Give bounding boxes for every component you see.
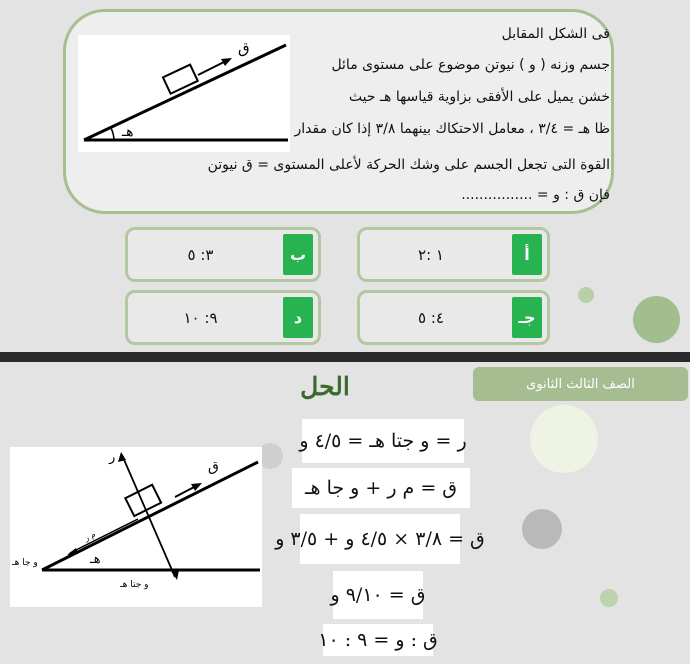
solution-figure bbox=[10, 447, 262, 607]
question-line-4: ظا هـ = ٣/٤ ، معامل الاحتكاك بينهما ٣/٨ إذا كان مقدار bbox=[294, 121, 610, 137]
option-b-value: ٣: ٥ bbox=[187, 245, 214, 264]
option-b-letter: ب bbox=[283, 234, 313, 275]
section-divider bbox=[0, 352, 690, 362]
question-line-3: خشن يميل على الأفقى بزاوية قياسها هـ حيث bbox=[348, 89, 610, 105]
perp-label: و جتا هـ bbox=[120, 580, 149, 590]
force-label: ق bbox=[208, 459, 219, 475]
option-d[interactable] bbox=[125, 290, 321, 345]
angle-label: هـ bbox=[122, 124, 134, 140]
decor-circle-green-small bbox=[578, 287, 594, 303]
question-line-6: فإن ق : و = ................ bbox=[461, 187, 610, 203]
question-line-5: القوة التى تجعل الجسم على وشك الحركة لأعلى المستوى = ق نيوتن bbox=[207, 157, 610, 173]
solution-title: الحل bbox=[300, 372, 350, 401]
option-b[interactable] bbox=[125, 227, 321, 282]
question-line-2: جسم وزنه ( و ) نيوتن موضوع على مستوى مائل bbox=[331, 57, 610, 73]
option-a-letter: أ bbox=[512, 234, 542, 275]
friction-arrow bbox=[70, 519, 138, 553]
solution-equation-1: ر = و جتا هـ = ٤/٥ و bbox=[302, 419, 464, 463]
friction-label: م ر bbox=[82, 529, 98, 543]
incline-figure bbox=[78, 35, 290, 152]
option-a[interactable] bbox=[357, 227, 550, 282]
angle-arc bbox=[111, 128, 114, 140]
option-d-value: ٩: ١٠ bbox=[183, 308, 218, 327]
normal-arrow bbox=[122, 455, 175, 577]
decor-circle-green-large bbox=[633, 296, 680, 343]
angle-label: هـ bbox=[90, 552, 101, 567]
option-c-value: ٤: ٥ bbox=[418, 308, 444, 327]
decor-circle-green-dot bbox=[600, 589, 618, 607]
question-line-1: فى الشكل المقابل bbox=[501, 26, 610, 42]
option-c-letter: جـ bbox=[512, 297, 542, 338]
along-label: و جا هـ bbox=[12, 558, 38, 568]
solution-block bbox=[125, 485, 161, 516]
solution-equation-5: ق : و = ٩ : ١٠ bbox=[323, 624, 433, 656]
option-a-value: ١ :٢ bbox=[418, 245, 444, 264]
solution-equation-3: ق = ٣/٨ × ٤/٥ و + ٣/٥ و bbox=[300, 514, 460, 564]
grade-badge: الصف الثالث الثانوى bbox=[473, 367, 688, 401]
solution-equation-2: ق = م ر + و جا هـ bbox=[292, 468, 470, 508]
weight-perp-arrowhead bbox=[171, 570, 179, 580]
option-d-letter: د bbox=[283, 297, 313, 338]
force-label: ق bbox=[238, 39, 250, 57]
option-c[interactable] bbox=[357, 290, 550, 345]
normal-label: ر bbox=[109, 450, 116, 465]
solution-equation-4: ق = ٩/١٠ و bbox=[333, 571, 423, 619]
decor-circle-pale-large bbox=[530, 405, 598, 473]
incline-plane-line bbox=[84, 45, 286, 140]
decor-circle-gray bbox=[522, 509, 562, 549]
